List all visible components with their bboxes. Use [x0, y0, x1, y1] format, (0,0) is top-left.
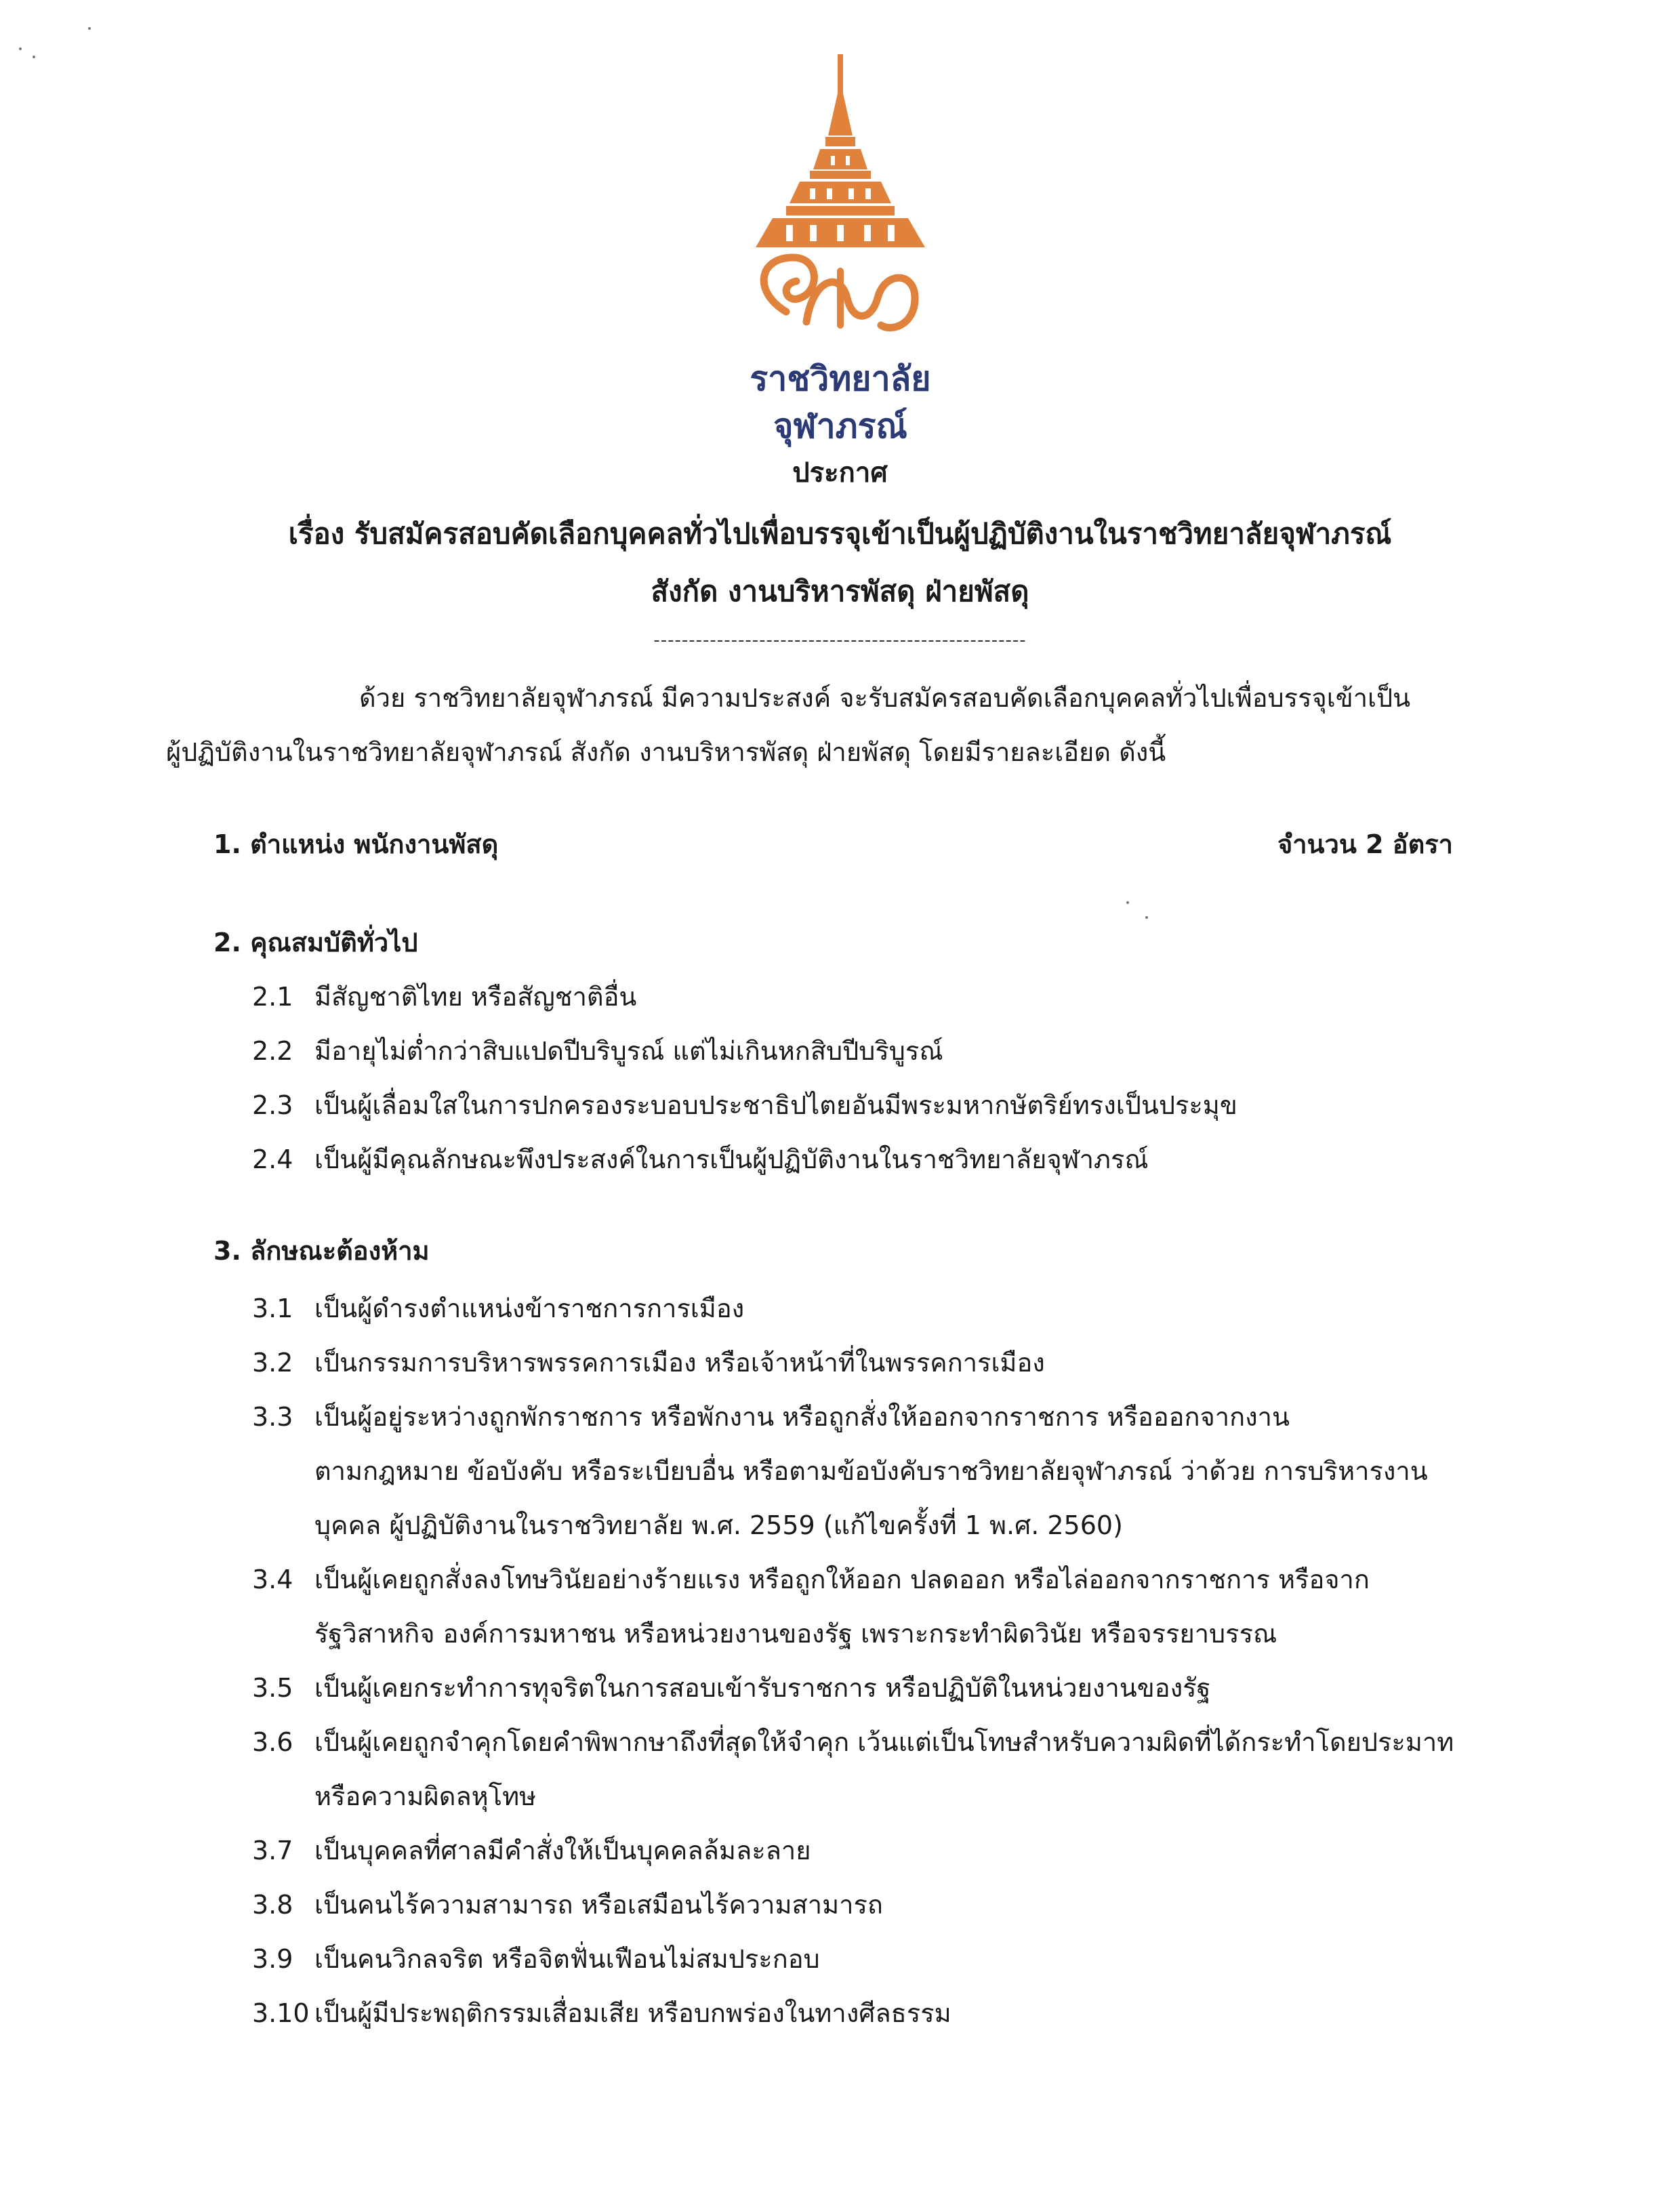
list-item: [252, 1084, 1237, 1126]
list-item: [252, 1396, 1290, 1437]
item-number: 3.4: [252, 1565, 293, 1594]
item-number: 3.3: [252, 1402, 293, 1432]
list-item: [252, 1992, 951, 2034]
item-continuation: หรือความผิดลหุโทษ: [314, 1781, 537, 1811]
list-item: [252, 1559, 1370, 1600]
item-number: 3.10: [252, 1998, 310, 2028]
item-number: 2.4: [252, 1144, 293, 1174]
section-2-title: 2. คุณสมบัติทั่วไป: [213, 928, 418, 957]
position-count: จำนวน 2 อัตรา: [1277, 829, 1453, 859]
item-number: 2.3: [252, 1090, 293, 1120]
scan-speck: [19, 47, 22, 50]
item-text: มีสัญชาติไทย หรือสัญชาติอื่น: [314, 982, 637, 1012]
item-number: 3.2: [252, 1348, 293, 1378]
item-text: เป็นผู้เคยกระทำการทุจริตในการสอบเข้ารับราชการ หรือปฏิบัติในหน่วยงานของรัฐ: [314, 1673, 1211, 1703]
item-text: เป็นกรรมการบริหารพรรคการเมือง หรือเจ้าหน้าที่ในพรรคการเมือง: [314, 1348, 1045, 1378]
list-item: [252, 1667, 1211, 1708]
scan-speck: [1145, 916, 1148, 919]
item-number: 3.1: [252, 1294, 293, 1323]
item-text: เป็นผู้อยู่ระหว่างถูกพักราชการ หรือพักงาน หรือถูกสั่งให้ออกจากราชการ หรือออกจากงาน: [314, 1402, 1290, 1432]
list-item: [252, 1721, 1454, 1762]
item-continuation: ตามกฎหมาย ข้อบังคับ หรือระเบียบอื่น หรือตามข้อบังคับราชวิทยาลัยจุฬาภรณ์ ว่าด้วย การบริหารงาน: [314, 1456, 1428, 1486]
document-type: ประกาศ: [792, 457, 888, 489]
item-text: เป็นผู้เคยถูกสั่งลงโทษวินัยอย่างร้ายแรง หรือถูกให้ออก ปลดออก หรือไล่ออกจากราชการ หรือจาก: [314, 1565, 1370, 1594]
logo-name-line2: จุฬาภรณ์: [773, 407, 907, 446]
subject-line-1: เรื่อง รับสมัครสอบคัดเลือกบุคคลทั่วไปเพื่อบรรจุเข้าเป็นผู้ปฏิบัติงานในราชวิทยาลัยจุฬาภรณ์: [288, 517, 1392, 550]
section-3-title: 3. ลักษณะต้องห้าม: [213, 1236, 430, 1266]
item-number: 3.6: [252, 1727, 293, 1757]
item-continuation: รัฐวิสาหกิจ องค์การมหาชน หรือหน่วยงานของรัฐ เพราะกระทำผิดวินัย หรือจรรยาบรรณ: [314, 1619, 1277, 1649]
item-number: 2.2: [252, 1036, 293, 1066]
scan-speck: [88, 27, 91, 30]
list-item: [252, 1342, 1045, 1383]
section-1-title: 1. ตำแหน่ง พนักงานพัสดุ: [213, 829, 499, 859]
logo-name-line1: ราชวิทยาลัย: [750, 359, 931, 398]
item-text: เป็นคนไร้ความสามารถ หรือเสมือนไร้ความสามารถ: [314, 1890, 883, 1920]
list-item: [252, 1287, 744, 1329]
list-item: [252, 1830, 811, 1871]
item-continuation: บุคคล ผู้ปฏิบัติงานในราชวิทยาลัย พ.ศ. 2559 (แก้ไขครั้งที่ 1 พ.ศ. 2560): [314, 1510, 1123, 1540]
subject-line-2: สังกัด งานบริหารพัสดุ ฝ่ายพัสดุ: [651, 575, 1029, 608]
item-text: เป็นผู้เลื่อมใสในการปกครองระบอบประชาธิปไตยอันมีพระมหากษัตริย์ทรงเป็นประมุข: [314, 1090, 1237, 1120]
scan-speck: [33, 56, 35, 58]
list-item: [252, 1884, 883, 1925]
item-text: มีอายุไม่ต่ำกว่าสิบแปดปีบริบูรณ์ แต่ไม่เกินหกสิบปีบริบูรณ์: [314, 1036, 943, 1066]
item-text: เป็นผู้มีประพฤติกรรมเสื่อมเสีย หรือบกพร่องในทางศีลธรรม: [314, 1998, 951, 2028]
item-number: 3.7: [252, 1836, 293, 1865]
list-item: [252, 976, 636, 1017]
list-item: [252, 1030, 943, 1071]
list-item: [252, 1138, 1149, 1180]
separator: -----------------------------------------------------: [653, 630, 1027, 651]
intro-line-1: ด้วย ราชวิทยาลัยจุฬาภรณ์ มีความประสงค์ จะรับสมัครสอบคัดเลือกบุคคลทั่วไปเพื่อบรรจุเข้าเป็น: [359, 683, 1411, 713]
item-number: 2.1: [252, 982, 293, 1012]
royal-emblem-icon: [745, 54, 935, 346]
item-text: เป็นผู้เคยถูกจำคุกโดยคำพิพากษาถึงที่สุดให้จำคุก เว้นแต่เป็นโทษสำหรับความผิดที่ได้กระทำโดยประมาท: [314, 1727, 1454, 1757]
item-number: 3.9: [252, 1944, 293, 1974]
item-text: เป็นผู้มีคุณลักษณะพึงประสงค์ในการเป็นผู้ปฏิบัติงานในราชวิทยาลัยจุฬาภรณ์: [314, 1144, 1149, 1174]
item-text: เป็นบุคคลที่ศาลมีคำสั่งให้เป็นบุคคลล้มละลาย: [314, 1836, 811, 1865]
item-number: 3.5: [252, 1673, 293, 1703]
item-number: 3.8: [252, 1890, 293, 1920]
college-logo: [718, 54, 962, 474]
scan-speck: [1126, 901, 1129, 904]
item-text: เป็นผู้ดำรงตำแหน่งข้าราชการการเมือง: [314, 1294, 745, 1323]
item-text: เป็นคนวิกลจริต หรือจิตฟั่นเฟือนไม่สมประกอบ: [314, 1944, 820, 1974]
intro-line-2: ผู้ปฏิบัติงานในราชวิทยาลัยจุฬาภรณ์ สังกัด งานบริหารพัสดุ ฝ่ายพัสดุ โดยมีรายละเอียด ดังนี้: [166, 737, 1166, 767]
list-item: [252, 1938, 820, 1979]
